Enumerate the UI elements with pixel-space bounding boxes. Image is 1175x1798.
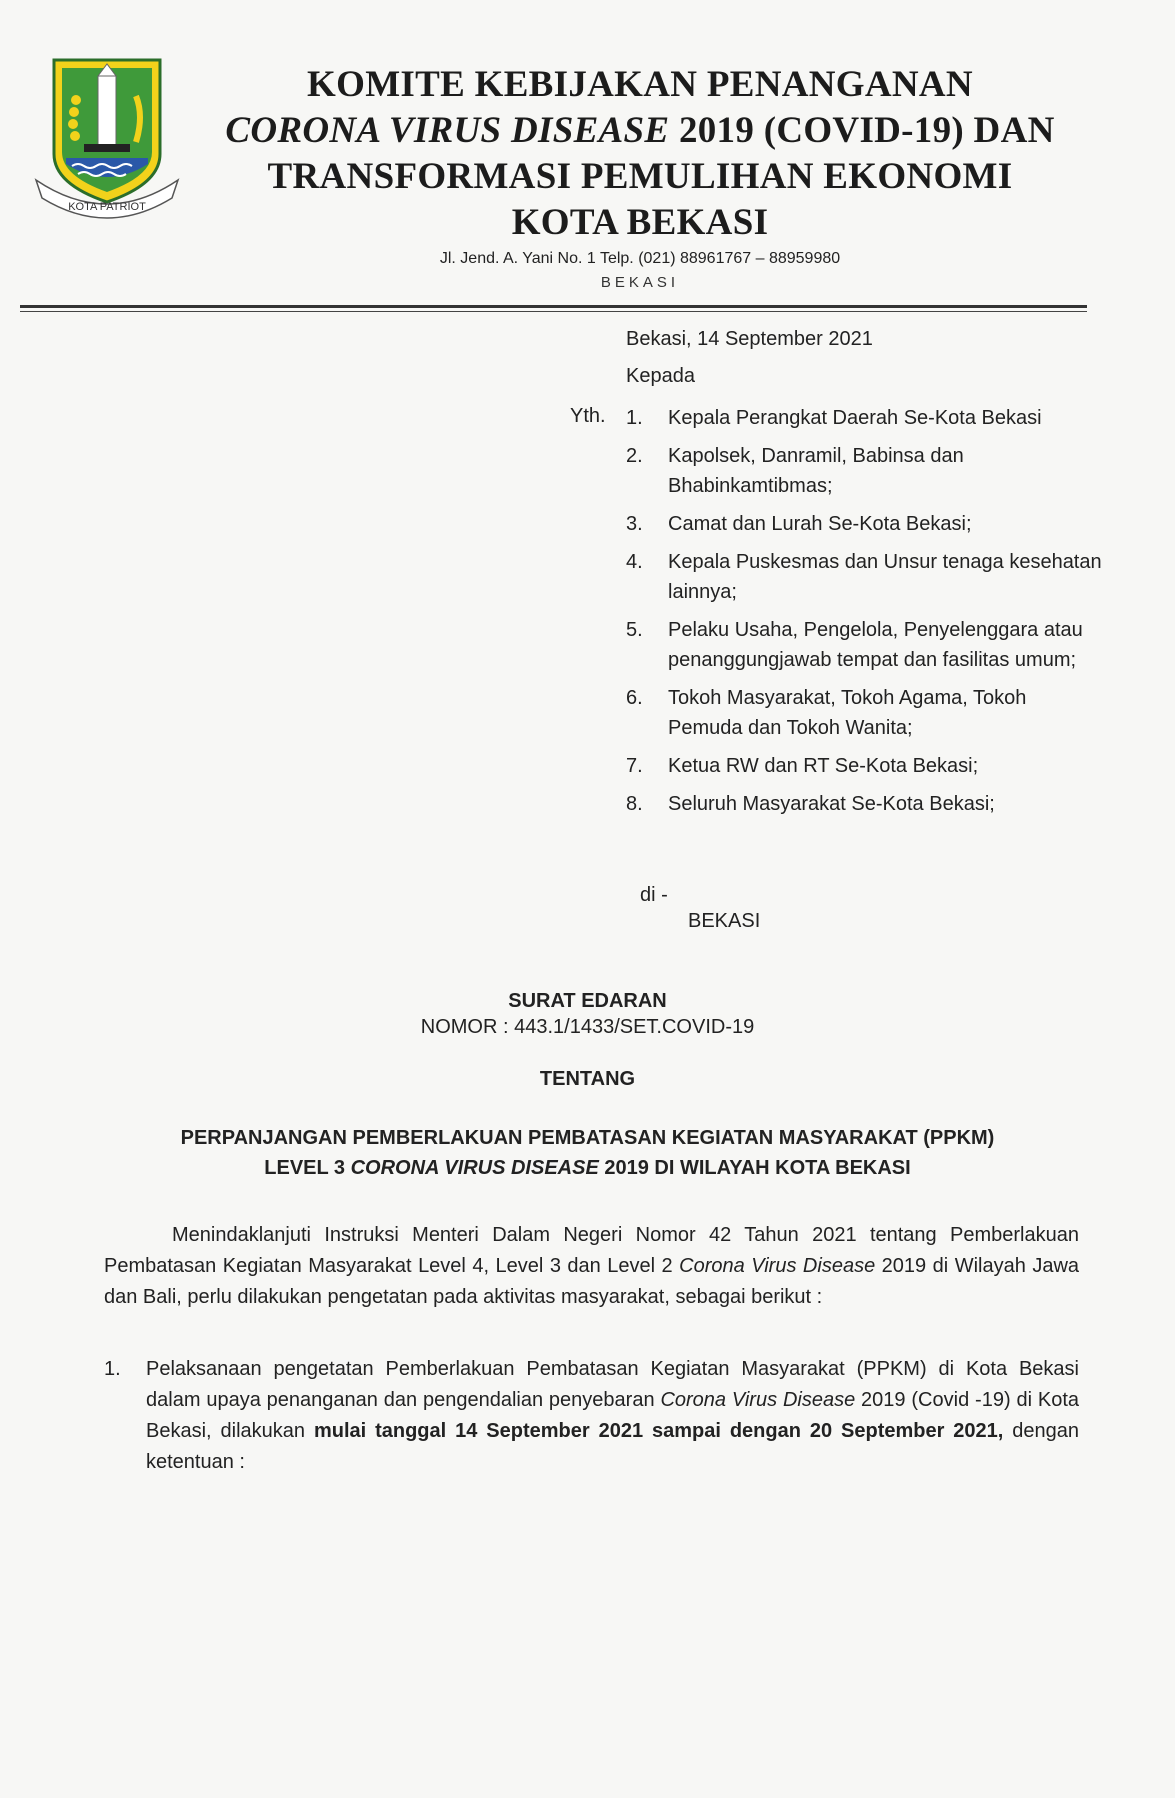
provision-item-1: 1. Pelaksanaan pengetatan Pemberlakuan Pembatasan Kegiatan Masyarakat (PPKM) di Kota Bekasi dalam upaya penanganan dan pengendalian penyebaran Corona Virus Disease 2019 (Covid -19) di Kota Bekasi, dilakukan mulai tanggal 14 September 2021 sampai dengan 20 September 2021, dengan ketentuan : [104,1358,1080,1473]
document-number: NOMOR : 443.1/1433/SET.COVID-19 [420,1016,755,1038]
subject-line-1: PERPANJANGAN PEMBERLAKUAN PEMBATASAN KEGIATAN MASYARAKAT (PPKM) [180,1127,995,1149]
recipient-item: 7. Ketua RW dan RT Se-Kota Bekasi; [626,755,979,777]
intro-paragraph: Menindaklanjuti Instruksi Menteri Dalam Negeri Nomor 42 Tahun 2021 tentang Pemberlakuan Pembatasan Kegiatan Masyarakat Level 4, Level 3 dan Level 2 Corona Virus Disease 2019 di Wilayah Jawa dan Bali, perlu dilakukan pengetatan pada aktivitas masyarakat, sebagai berikut : [104,1224,1080,1308]
letterhead-line-1: KOMITE KEBIJAKAN PENANGANAN [307,64,973,105]
recipient-item: 6. Tokoh Masyarakat, Tokoh Agama, Tokoh Pemuda dan Tokoh Wanita; [626,687,1027,739]
kepada-label: Kepada [626,365,695,387]
letterhead-title [190,62,1090,246]
tentang-label: TENTANG [539,1068,636,1090]
destination-city: BEKASI [688,910,761,932]
svg-text:KOTA PATRIOT: KOTA PATRIOT [68,201,146,213]
subject-line-2: LEVEL 3 CORONA VIRUS DISEASE 2019 DI WILAYAH KOTA BEKASI [264,1157,911,1179]
recipient-item: 5. Pelaku Usaha, Pengelola, Penyelenggara atau penanggungjawab tempat dan fasilitas umum; [626,619,1083,671]
yth-label: Yth. [570,405,606,427]
document-subject [0,1123,1175,1183]
recipient-list [626,403,1106,827]
recipient-item: 2. Kapolsek, Danramil, Babinsa dan Bhabinkamtibmas; [626,445,964,497]
letterhead-line-4: KOTA BEKASI [511,202,769,243]
letter-date: Bekasi, 14 September 2021 [626,328,873,350]
letterhead-line-2: CORONA VIRUS DISEASE 2019 (COVID-19) DAN [225,110,1055,151]
letterhead-rule-thin [20,311,1087,312]
recipient-item: 1. Kepala Perangkat Daerah Se-Kota Bekasi [626,407,1042,429]
document-type-title: SURAT EDARAN [508,990,667,1012]
letterhead-line-3: TRANSFORMASI PEMULIHAN EKONOMI [267,156,1013,197]
di-label: di - [640,884,668,906]
letterhead-city: BEKASI [600,274,680,291]
recipient-item: 3. Camat dan Lurah Se-Kota Bekasi; [626,513,972,535]
letterhead-address: Jl. Jend. A. Yani No. 1 Telp. (021) 88961767 – 88959980 [439,250,841,267]
kota-bekasi-emblem [32,52,182,224]
recipient-item: 4. Kepala Puskesmas dan Unsur tenaga kesehatan lainnya; [626,551,1102,603]
letterhead-rule-thick [20,305,1087,308]
recipient-item: 8. Seluruh Masyarakat Se-Kota Bekasi; [626,793,995,815]
